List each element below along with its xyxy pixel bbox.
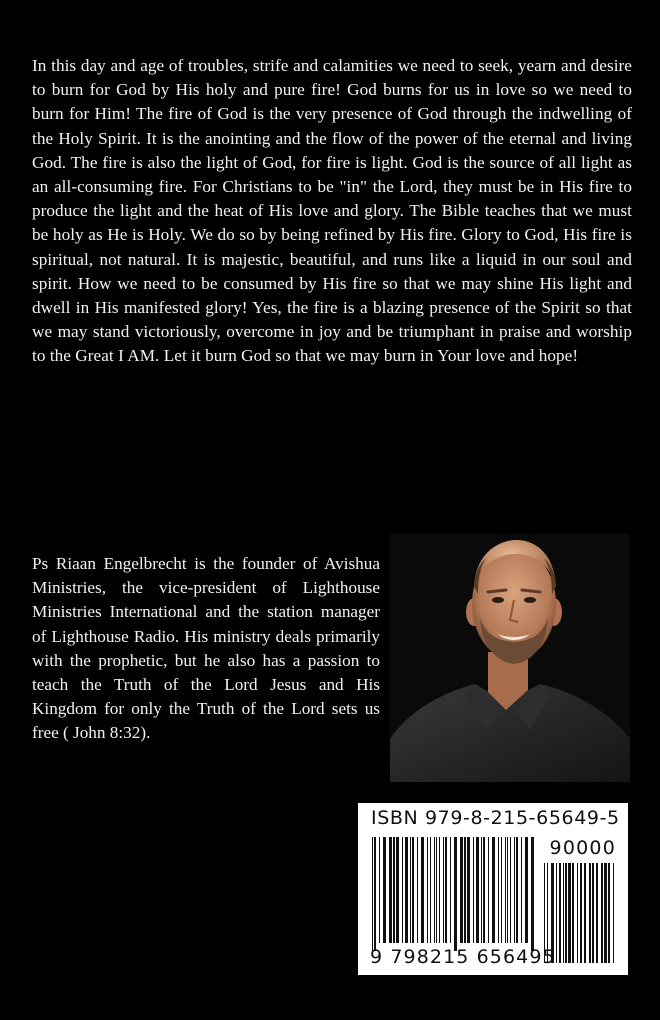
barcode-bar bbox=[613, 863, 614, 963]
barcode-bar bbox=[483, 837, 485, 943]
barcode-bar bbox=[450, 837, 451, 943]
author-bio: Ps Riaan Engelbrecht is the founder of Avishua Ministries, the vice-president of Lighthouse Ministries International and the station manager of Lighthouse Radio. His ministry deals primarily with the prophetic, but he also has a passion to teach the Truth of the Lord Jesus and His Kingdom for only the Truth of the Lord sets us free ( John 8:32). bbox=[32, 554, 380, 743]
barcode-bar bbox=[572, 863, 574, 963]
barcode-bar bbox=[507, 837, 508, 943]
barcode-bar bbox=[467, 837, 470, 943]
barcode-bar bbox=[492, 837, 495, 943]
barcode-bar bbox=[439, 837, 440, 943]
barcode-bar bbox=[521, 837, 522, 943]
barcode-bar bbox=[556, 863, 557, 963]
barcode-bar bbox=[410, 837, 411, 943]
barcode-bar bbox=[430, 837, 431, 943]
barcode-bar bbox=[436, 837, 437, 943]
isbn-label: ISBN 979-8-215-65649-5 bbox=[371, 807, 620, 829]
barcode-bar bbox=[460, 837, 463, 943]
barcode-bar bbox=[405, 837, 408, 943]
barcode-bar bbox=[604, 863, 607, 963]
barcode-bar bbox=[516, 837, 518, 943]
barcode-bar bbox=[389, 837, 392, 943]
barcode-bar bbox=[396, 837, 399, 943]
barcode-bar bbox=[577, 863, 578, 963]
barcode-bar bbox=[421, 837, 424, 943]
barcode-bar bbox=[374, 837, 376, 951]
barcode-bar bbox=[559, 863, 561, 963]
barcode-bar bbox=[608, 863, 610, 963]
barcode-bar bbox=[596, 863, 598, 963]
barcode-bar bbox=[498, 837, 499, 943]
barcode-bar bbox=[505, 837, 506, 943]
barcode-bar bbox=[531, 837, 534, 951]
barcode-bar bbox=[476, 837, 479, 943]
barcode-bar bbox=[473, 837, 474, 943]
barcode-bar bbox=[488, 837, 489, 943]
barcode-bar bbox=[589, 863, 591, 963]
barcode-bar bbox=[383, 837, 386, 943]
barcode-bar bbox=[379, 837, 380, 943]
author-portrait-icon bbox=[390, 534, 630, 782]
barcode-bar bbox=[434, 837, 435, 943]
barcode-digits: 9 798215 656495 bbox=[370, 946, 556, 968]
barcode-bar bbox=[417, 837, 418, 943]
barcode-bar bbox=[443, 837, 444, 943]
isbn-barcode bbox=[358, 803, 628, 975]
barcode-bar bbox=[568, 863, 571, 963]
barcode-bar bbox=[372, 837, 373, 951]
barcode-bar bbox=[601, 863, 603, 963]
barcode-bar bbox=[445, 837, 447, 943]
barcode-bar bbox=[592, 863, 594, 963]
barcode-bar bbox=[501, 837, 502, 943]
barcode-bar bbox=[481, 837, 482, 943]
barcode-bar bbox=[525, 837, 528, 943]
barcode-bar bbox=[402, 837, 403, 943]
price-code: 90000 bbox=[549, 837, 616, 859]
barcode-bar bbox=[510, 837, 511, 943]
barcode-bar bbox=[464, 837, 466, 943]
barcode-bar bbox=[565, 863, 567, 963]
barcode-bar bbox=[580, 863, 582, 963]
barcode-bar bbox=[514, 837, 515, 943]
barcode-bar bbox=[393, 837, 395, 943]
barcode-bar bbox=[412, 837, 414, 943]
barcode-bar bbox=[584, 863, 586, 963]
barcode-bar bbox=[563, 863, 564, 963]
author-photo bbox=[390, 534, 630, 782]
back-cover-blurb: In this day and age of troubles, strife and calamities we need to seek, yearn and desire to burn for God by His holy and pure fire! God burns for us in love so we need to burn for Him! The fire of God is the very presence of God through the indwelling of the Holy Spirit. It is the anointing and the flow of the power of the eternal and living God. The fire is also the light of God, for fire is light. God is the source of all light as an all-consuming fire. For Christians to be "in" the Lord, they must be in His fire to produce the light and the heat of His love and glory. The Bible teaches that we must be holy as He is Holy. We do so by being refined by His fire. Glory to God, His fire is spiritual, not natural. It is majestic, beautiful, and runs like a liquid in our soul and spirit. How we need to be consumed by His fire so that we may shine His light and dwell in His manifested glory! Yes, the fire is a blazing presence of the Spirit so that we may stand victoriously, overcome in joy and be triumphant in praise and worship to the Great I AM. Let it burn God so that we may burn in Your love and hope! bbox=[32, 56, 632, 366]
barcode-bar bbox=[454, 837, 457, 951]
barcode-bar bbox=[427, 837, 428, 943]
